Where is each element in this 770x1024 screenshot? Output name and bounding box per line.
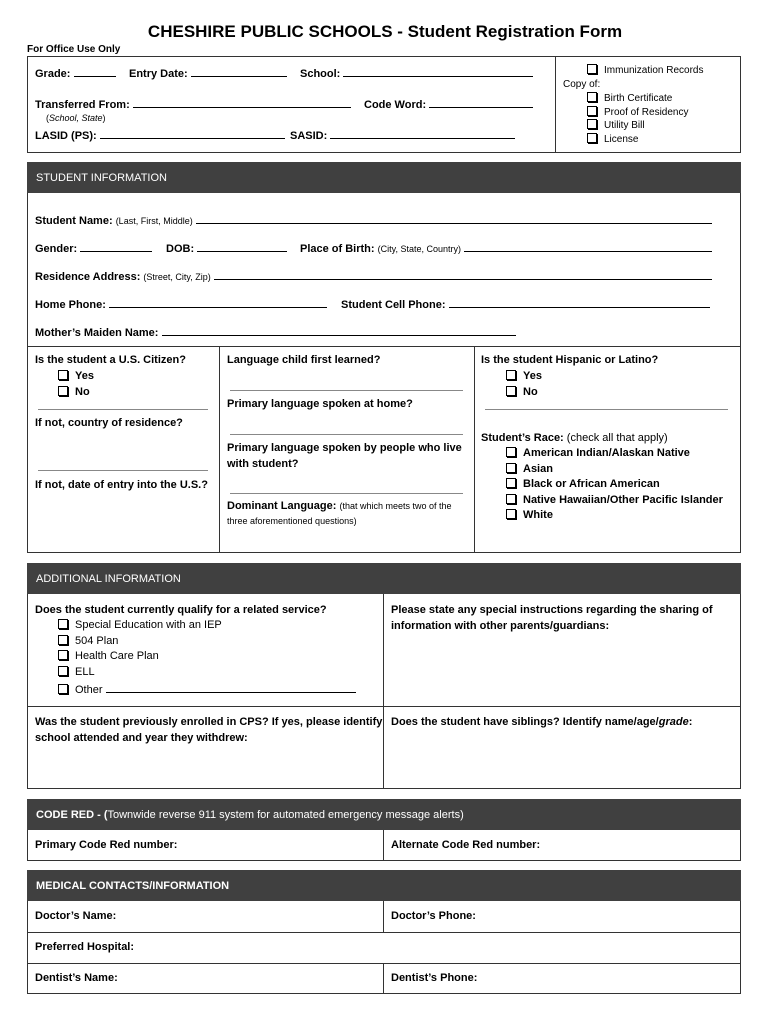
checkbox-icon[interactable] [506, 478, 516, 488]
service-option[interactable]: 504 Plan [58, 635, 356, 651]
language-people-label: Primary language spoken by people who live [227, 442, 462, 454]
checkbox-icon[interactable] [587, 119, 597, 129]
hispanic-no[interactable]: No [506, 386, 538, 398]
grade-field[interactable] [74, 65, 116, 77]
checkbox-icon[interactable] [506, 463, 516, 473]
student-info-header: STUDENT INFORMATION [27, 162, 741, 193]
doctor-name-field[interactable]: Doctor’s Name: [35, 910, 117, 922]
dominant-language-label: Dominant Language: [227, 500, 337, 512]
race-option[interactable]: American Indian/Alaskan Native [506, 447, 723, 463]
doc-item[interactable]: Utility Bill [587, 119, 689, 133]
residence-address-field[interactable] [214, 268, 712, 280]
school-label: School: [300, 68, 341, 80]
primary-code-red-field[interactable]: Primary Code Red number: [35, 839, 178, 851]
doc-item[interactable]: License [587, 133, 689, 147]
transferred-from-label: Transferred From: [35, 99, 130, 111]
student-name-label: Student Name: [35, 215, 113, 227]
lasid-label: LASID (PS): [35, 130, 97, 142]
citizen-yes[interactable]: Yes [58, 370, 94, 382]
checkbox-icon[interactable] [587, 64, 597, 74]
code-red-header: CODE RED - ( Townwide reverse 911 system for automated emergency message alerts) [27, 799, 741, 830]
sasid-label: SASID: [290, 130, 328, 142]
race-option[interactable]: Asian [506, 463, 723, 479]
student-name-field[interactable] [196, 212, 712, 224]
school-field[interactable] [343, 65, 533, 77]
cell-phone-field[interactable] [449, 296, 710, 308]
citizen-no[interactable]: No [58, 386, 90, 398]
checkbox-icon[interactable] [506, 447, 516, 457]
maiden-name-label: Mother’s Maiden Name: [35, 327, 159, 339]
checkbox-icon[interactable] [58, 386, 68, 396]
checkbox-icon[interactable] [587, 106, 597, 116]
entry-date-label: Entry Date: [129, 68, 188, 80]
home-phone-field[interactable] [109, 296, 327, 308]
checkbox-icon[interactable] [58, 619, 68, 629]
other-service-field[interactable] [106, 681, 356, 693]
place-of-birth-label: Place of Birth: [300, 243, 375, 255]
checkbox-icon[interactable] [58, 370, 68, 380]
date-entry-label: If not, date of entry into the U.S.? [35, 479, 208, 491]
school-state-hint: School, State [49, 113, 103, 123]
country-residence-label: If not, country of residence? [35, 417, 183, 429]
checkbox-icon[interactable] [506, 386, 516, 396]
checkbox-icon[interactable] [58, 650, 68, 660]
checkbox-icon[interactable] [506, 509, 516, 519]
page-title: CHESHIRE PUBLIC SCHOOLS - Student Registration Form [147, 22, 623, 41]
checkbox-icon[interactable] [58, 635, 68, 645]
dentist-name-field[interactable]: Dentist’s Name: [35, 972, 118, 984]
siblings-question: Does the student have siblings? Identify name/age/grade: [391, 716, 693, 728]
dob-field[interactable] [197, 240, 287, 252]
entry-date-field[interactable] [191, 65, 287, 77]
alternate-code-red-field[interactable]: Alternate Code Red number: [391, 839, 541, 851]
transferred-from-field[interactable] [133, 96, 351, 108]
related-service-question: Does the student currently qualify for a related service? [35, 604, 327, 616]
copy-of-label: Copy of: [563, 79, 601, 90]
service-option[interactable]: Other [58, 681, 356, 697]
home-phone-label: Home Phone: [35, 299, 106, 311]
additional-info-header: ADDITIONAL INFORMATION [27, 563, 741, 594]
cell-phone-label: Student Cell Phone: [341, 299, 446, 311]
doctor-phone-field[interactable]: Doctor’s Phone: [391, 910, 476, 922]
race-label: Student’s Race: [481, 432, 564, 444]
gender-field[interactable] [80, 240, 152, 252]
race-option[interactable]: Native Hawaiian/Other Pacific Islander [506, 494, 723, 510]
special-instructions-label: Please state any special instructions regarding the sharing of [391, 604, 713, 616]
dentist-phone-field[interactable]: Dentist’s Phone: [391, 972, 478, 984]
citizen-question: Is the student a U.S. Citizen? [35, 354, 186, 366]
gender-label: Gender: [35, 243, 78, 255]
language-first-label: Language child first learned? [227, 354, 381, 366]
checkbox-icon[interactable] [58, 684, 68, 694]
checkbox-icon[interactable] [58, 666, 68, 676]
checkbox-icon[interactable] [506, 494, 516, 504]
checkbox-icon[interactable] [587, 92, 597, 102]
code-word-field[interactable] [429, 96, 533, 108]
hispanic-yes[interactable]: Yes [506, 370, 542, 382]
doc-item[interactable]: Birth Certificate [587, 92, 689, 106]
dob-label: DOB: [166, 243, 195, 255]
service-option[interactable]: Special Education with an IEP [58, 619, 356, 635]
race-option[interactable]: Black or African American [506, 478, 723, 494]
checkbox-icon[interactable] [587, 133, 597, 143]
service-option[interactable]: ELL [58, 666, 356, 682]
service-option[interactable]: Health Care Plan [58, 650, 356, 666]
doc-item[interactable]: Proof of Residency [587, 106, 689, 120]
medical-header: MEDICAL CONTACTS/INFORMATION [27, 870, 741, 901]
language-home-label: Primary language spoken at home? [227, 398, 413, 410]
maiden-name-field[interactable] [162, 324, 516, 336]
preferred-hospital-field[interactable]: Preferred Hospital: [35, 941, 135, 953]
code-word-label: Code Word: [364, 99, 427, 111]
sasid-field[interactable] [330, 127, 515, 139]
cps-enrollment-question: Was the student previously enrolled in CPS? If yes, please identify [35, 716, 383, 728]
race-option[interactable]: White [506, 509, 723, 525]
residence-address-label: Residence Address: [35, 271, 141, 283]
place-of-birth-field[interactable] [464, 240, 712, 252]
hispanic-question: Is the student Hispanic or Latino? [481, 354, 659, 366]
immunization-item[interactable]: Immunization Records [587, 65, 703, 76]
checkbox-icon[interactable] [506, 370, 516, 380]
office-use-label: For Office Use Only [27, 44, 121, 55]
lasid-field[interactable] [100, 127, 285, 139]
grade-label: Grade: [35, 68, 71, 80]
